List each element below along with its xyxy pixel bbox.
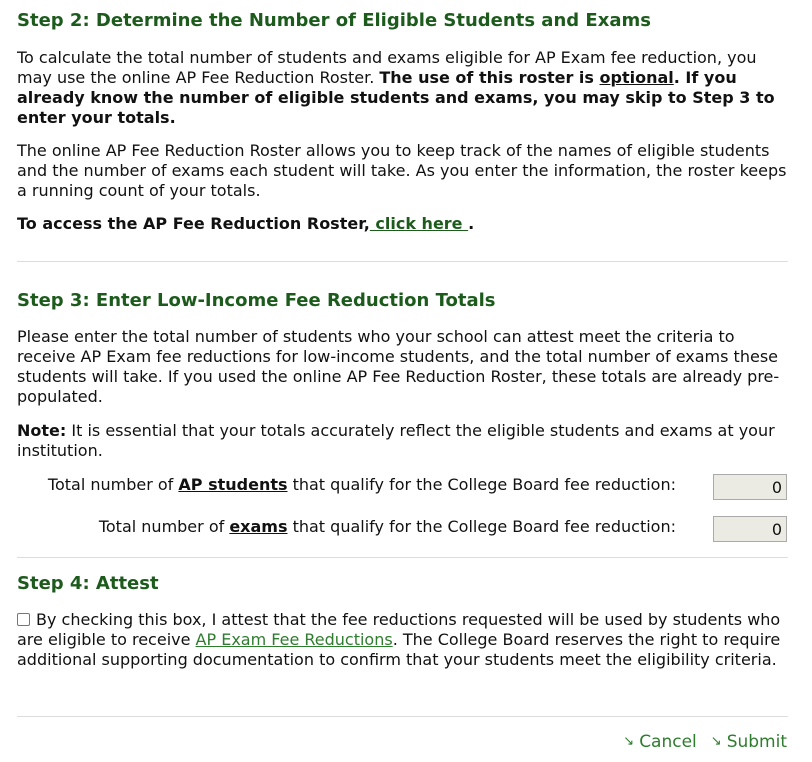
exams-total-input[interactable] — [713, 516, 787, 542]
step2-intro — [17, 48, 792, 128]
cancel-label: Cancel — [639, 732, 697, 752]
step3-note — [17, 421, 792, 461]
roster-access-text: To access the AP Fee Reduction Roster, — [17, 214, 370, 233]
divider — [17, 261, 788, 262]
exams-total-label — [99, 517, 676, 537]
roster-access — [17, 214, 792, 234]
step2-roster-description: The online AP Fee Reduction Roster allows you to keep track of the names of eligible students and the number of exams each student will take. As you enter the information, the roster keeps a running count of your totals. — [17, 141, 787, 200]
optional-word: optional — [599, 68, 674, 87]
step2-bold-a: The use of this roster is — [379, 68, 600, 87]
divider — [17, 716, 788, 717]
attest-text-b: . The College Board reserves the right to require additional supporting documentation to confirm that your students meet the eligibility criteria. — [17, 630, 781, 669]
divider — [17, 557, 788, 558]
exams-label-post: that qualify for the College Board fee reduction: — [287, 517, 676, 536]
step2-title: Step 2: Determine the Number of Eligible Students and Exams — [17, 10, 651, 31]
attest-statement — [17, 610, 792, 670]
roster-click-here-link[interactable]: click here — [369, 214, 469, 233]
attest-text-a: By checking this box, I attest that the fee reductions requested will be used by students who are eligible to receive — [17, 610, 781, 649]
step4-title: Step 4: Attest — [17, 573, 159, 594]
note-label: Note: — [17, 421, 67, 440]
submit-label: Submit — [726, 732, 787, 752]
ap-students-term: AP students — [178, 475, 288, 494]
step2-bold-b: . If you already know the number of eligible students and exams, you may skip to Step 3 to enter your totals. — [17, 68, 775, 127]
arrow-down-right-icon: ↘ — [710, 734, 722, 749]
fee-reductions-link[interactable]: AP Exam Fee Reductions — [195, 630, 393, 649]
attest-checkbox[interactable] — [17, 613, 30, 626]
form-actions — [623, 732, 787, 752]
students-total-input[interactable] — [713, 474, 787, 500]
cancel-button[interactable] — [623, 732, 697, 752]
exams-term: exams — [229, 517, 288, 536]
note-text: It is essential that your totals accurately reflect the eligible students and exams at your institution. — [17, 421, 775, 460]
students-total-label — [48, 475, 676, 495]
arrow-down-right-icon: ↘ — [623, 734, 635, 749]
step2-intro-text: To calculate the total number of students and exams eligible for AP Exam fee reduction, you may use the online AP Fee Reduction Roster. — [17, 48, 757, 87]
step3-instructions: Please enter the total number of students who your school can attest meet the criteria to receive AP Exam fee reductions for low-income students, and the total number of exams these students will take. If you used the online AP Fee Reduction Roster, these totals are already pre-populated. — [17, 327, 780, 406]
step3-title: Step 3: Enter Low-Income Fee Reduction Totals — [17, 290, 496, 311]
submit-button[interactable] — [711, 732, 787, 752]
exams-label-pre: Total number of — [98, 517, 230, 536]
students-label-post: that qualify for the College Board fee reduction: — [287, 475, 676, 494]
roster-access-period: . — [468, 214, 475, 233]
students-label-pre: Total number of — [47, 475, 179, 494]
